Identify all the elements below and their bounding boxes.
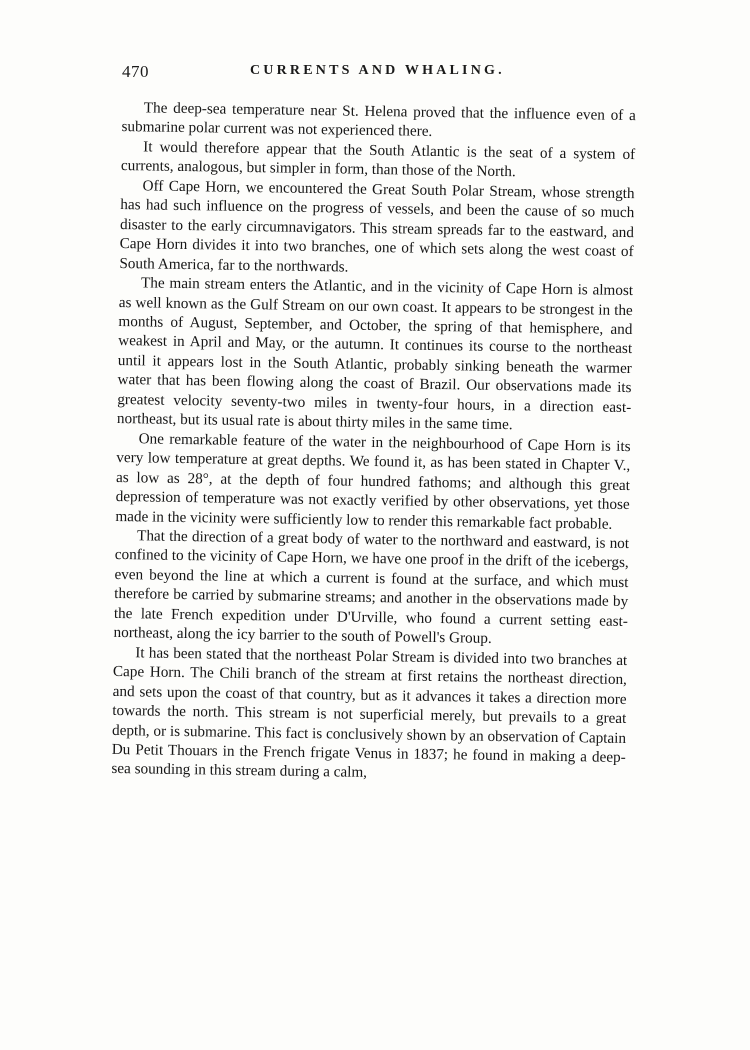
paragraph-7: It has been stated that the northeast Polar Stream is divided into two branches at Cape Horn. The Chili branch of the stream at first retains the northeast direction, and sets upon the coast of that country, but as it advances it takes a direction more towards the north. This stream is not superficial merely, but prevails to a great depth, or is submarine. This fact is conclusively shown by an observation of Captain Du Petit Thouars in the French frigate Venus in 1837; he found in making a deep-sea sounding in this stream during a calm, <box>111 643 628 782</box>
paragraph-3: Off Cape Horn, we encountered the Great South Polar Stream, whose strength has had such influence on the progress of vessels, and been the cause of so much disaster to the early circumnavigators. This stream spreads far to the eastward, and Cape Horn divides it into two branches, one of which sets along the west coast of South America, far to the northwards. <box>119 177 635 276</box>
paragraph-2: It would therefore appear that the South Atlantic is the seat of a system of currents, analogous, but simpler in form, than those of the North. <box>120 138 636 181</box>
paragraph-1: The deep-sea temperature near St. Helena proved that the influence even of a submarine polar current was not experienced there. <box>121 99 636 141</box>
paragraph-6: That the direction of a great body of water to the northward and eastward, is not confined to the vicinity of Cape Horn, we have one proof in the drift of the icebergs, even beyond the line at which a current is found at the surface, and which must therefore be carried by submarine streams; and another in the observations made by the late French expedition under D'Urville, who found a current setting east-northeast, along the icy barrier to the south of Powell's Group. <box>113 527 630 648</box>
paragraph-4: The main stream enters the Atlantic, and in the vicinity of Cape Horn is almost as well known as the Gulf Stream on our own coast. It appears to be strongest in the months of August, September, and October, the spring of that hemisphere, and weakest in April and May, or the autumn. It continues its course to the northeast until it appears lost in the South Atlantic, probably sinking beneath the warmer water that has been flowing along the coast of Brazil. Our observations made its greatest velocity seventy-two miles in twenty-four hours, in a direction east-northeast, but its usual rate is about thirty miles in the same time. <box>116 274 634 434</box>
body-text <box>111 98 636 787</box>
paragraph-5: One remarkable feature of the water in the neighbourhood of Cape Horn is its very low temperature at great depths. We found it, as has been stated in Chapter V., as low as 28°, at the depth of four hundred fathoms; and although this great depression of temperature was not exactly verified by other observations, yet those made in the vicinity were sufficiently low to render this remarkable fact probable. <box>115 430 631 533</box>
running-head: CURRENTS AND WHALING. <box>250 63 505 78</box>
page-header <box>122 62 632 86</box>
page-number: 470 <box>122 62 149 81</box>
